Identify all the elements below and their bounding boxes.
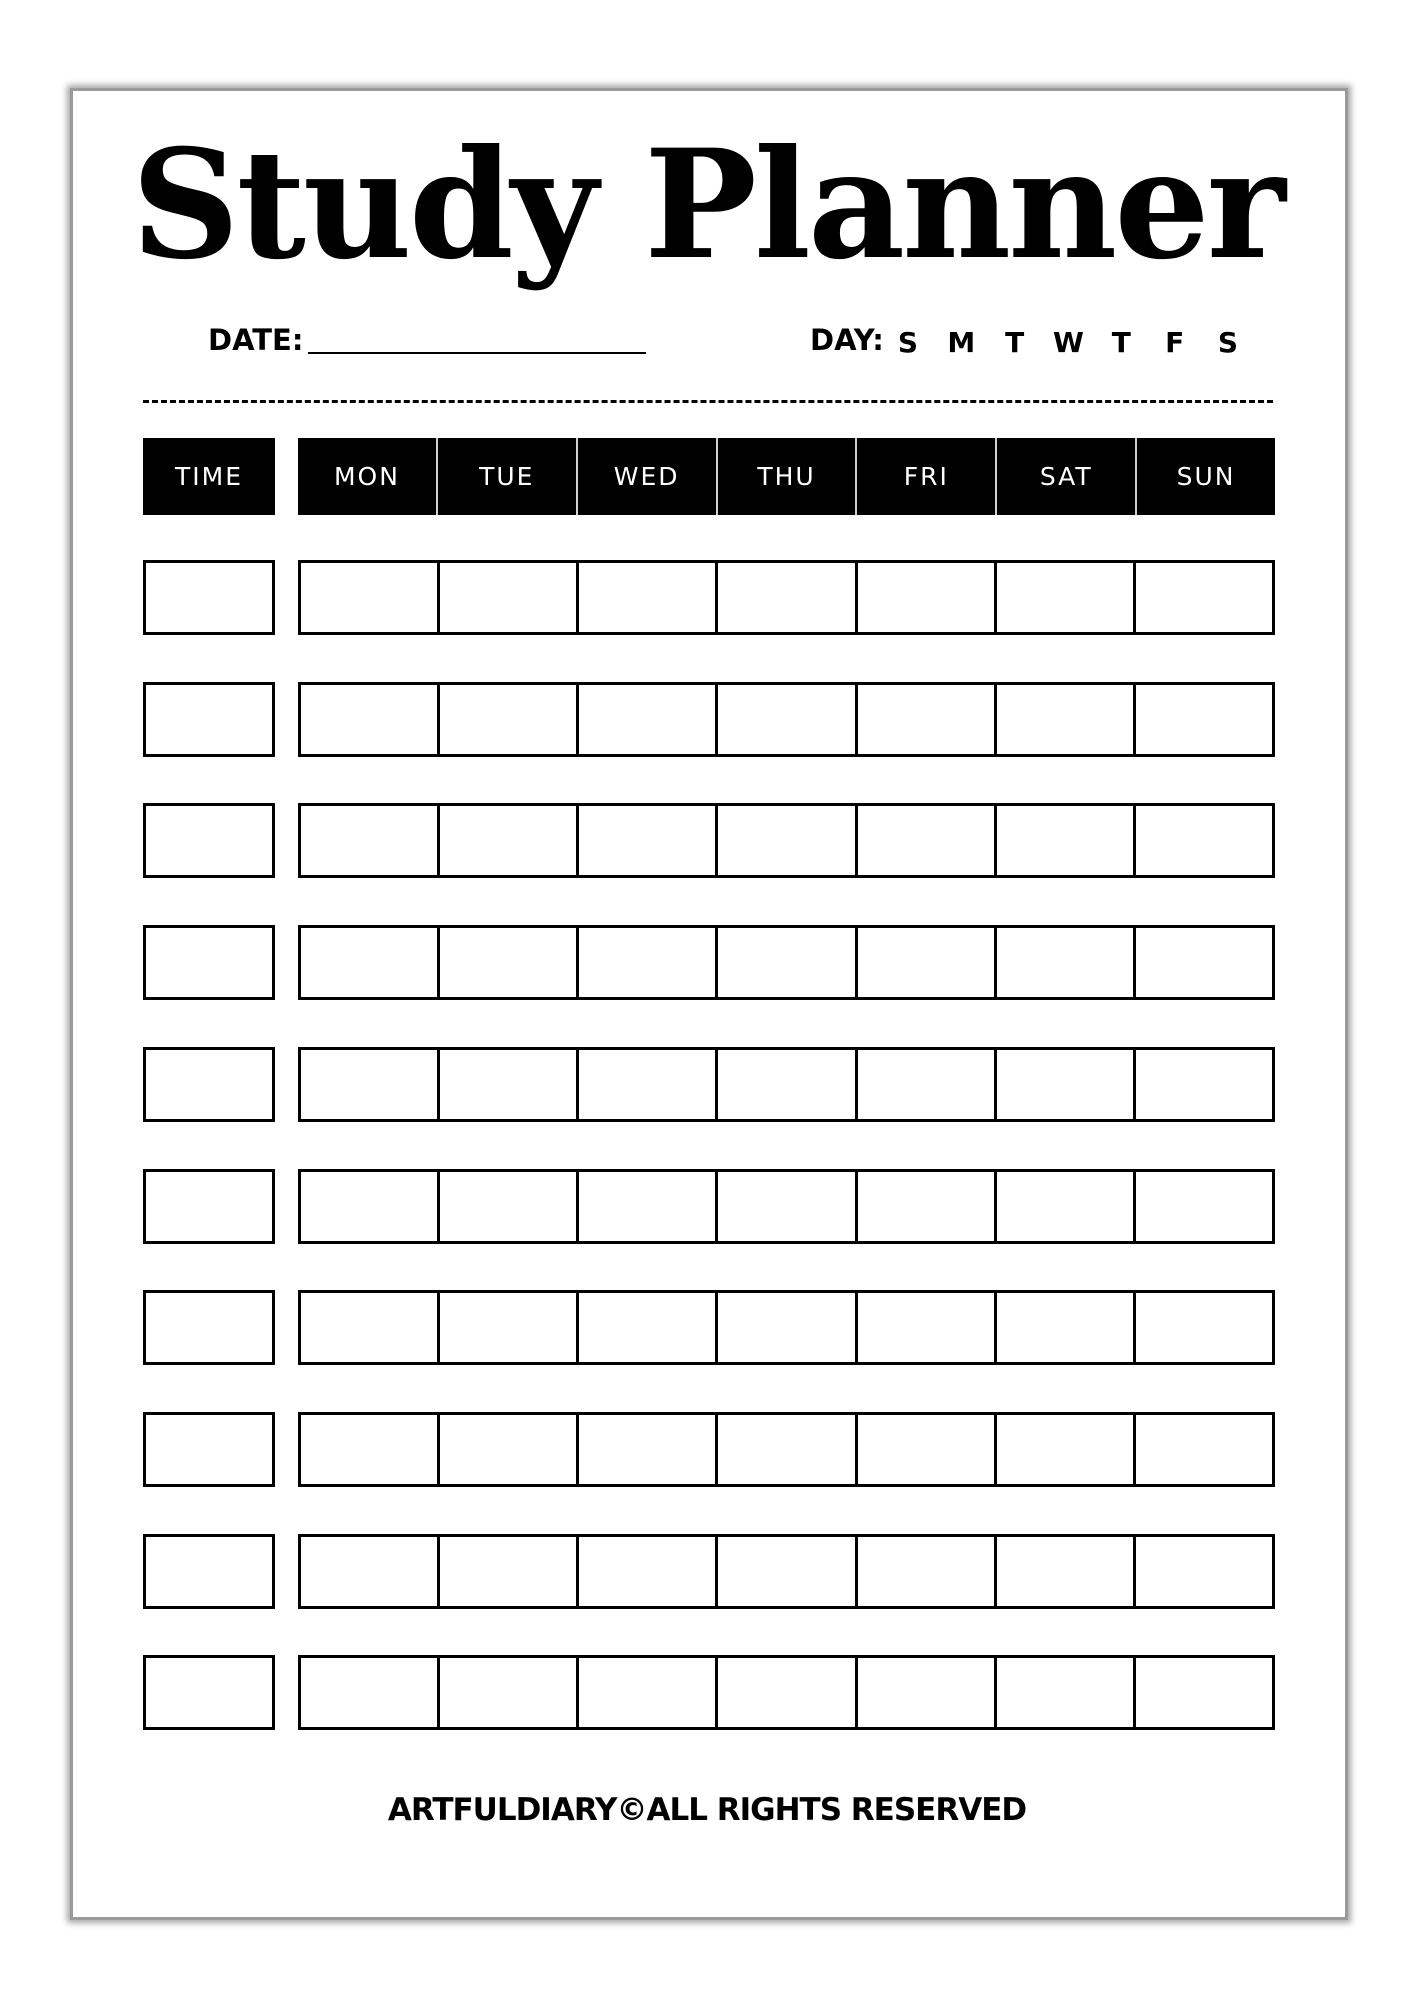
day-cells (298, 1169, 1275, 1244)
schedule-cell-mon[interactable] (301, 1415, 437, 1484)
day-cells (298, 682, 1275, 757)
schedule-row (143, 1655, 1275, 1730)
schedule-cell-wed[interactable] (576, 685, 715, 754)
schedule-cell-fri[interactable] (855, 1537, 994, 1606)
schedule-row (143, 560, 1275, 635)
schedule-cell-thu[interactable] (715, 685, 854, 754)
schedule-cell-wed[interactable] (576, 1172, 715, 1241)
schedule-cell-sat[interactable] (994, 1293, 1133, 1362)
schedule-cell-fri[interactable] (855, 1172, 994, 1241)
day-cells (298, 560, 1275, 635)
schedule-cell-sat[interactable] (994, 1050, 1133, 1119)
day-cells (298, 803, 1275, 878)
time-column-header: TIME (143, 438, 275, 515)
time-slot-field[interactable] (143, 1169, 275, 1244)
schedule-cell-fri[interactable] (855, 928, 994, 997)
schedule-cell-thu[interactable] (715, 1172, 854, 1241)
schedule-cell-sun[interactable] (1133, 1658, 1272, 1727)
schedule-cell-thu[interactable] (715, 1658, 854, 1727)
schedule-cell-wed[interactable] (576, 563, 715, 632)
day-option-tuesday[interactable]: T (1005, 326, 1025, 359)
schedule-cell-mon[interactable] (301, 1658, 437, 1727)
time-slot-field[interactable] (143, 1655, 275, 1730)
day-option-thursday[interactable]: T (1111, 326, 1131, 359)
schedule-cell-tue[interactable] (437, 563, 576, 632)
schedule-cell-wed[interactable] (576, 1537, 715, 1606)
schedule-cell-mon[interactable] (301, 1050, 437, 1119)
schedule-cell-sun[interactable] (1133, 685, 1272, 754)
day-option-monday[interactable]: M (947, 326, 976, 359)
schedule-cell-thu[interactable] (715, 1050, 854, 1119)
column-header-fri: FRI (855, 438, 995, 515)
schedule-cell-tue[interactable] (437, 1658, 576, 1727)
schedule-cell-fri[interactable] (855, 1658, 994, 1727)
schedule-cell-wed[interactable] (576, 806, 715, 875)
day-label: DAY: (810, 323, 884, 357)
schedule-cell-mon[interactable] (301, 1172, 437, 1241)
day-option-saturday[interactable]: S (1217, 326, 1239, 359)
schedule-cell-sat[interactable] (994, 806, 1133, 875)
day-option-sunday[interactable]: S (897, 326, 919, 359)
time-slot-field[interactable] (143, 925, 275, 1000)
schedule-row (143, 682, 1275, 757)
day-option-friday[interactable]: F (1165, 326, 1185, 359)
day-cells (298, 1655, 1275, 1730)
schedule-row (143, 803, 1275, 878)
schedule-cell-wed[interactable] (576, 1658, 715, 1727)
schedule-cell-fri[interactable] (855, 1050, 994, 1119)
schedule-cell-fri[interactable] (855, 563, 994, 632)
schedule-cell-fri[interactable] (855, 1415, 994, 1484)
schedule-cell-fri[interactable] (855, 1293, 994, 1362)
schedule-cell-sun[interactable] (1133, 928, 1272, 997)
schedule-cell-tue[interactable] (437, 685, 576, 754)
schedule-cell-sat[interactable] (994, 928, 1133, 997)
schedule-cell-thu[interactable] (715, 563, 854, 632)
schedule-cell-wed[interactable] (576, 1050, 715, 1119)
schedule-cell-tue[interactable] (437, 928, 576, 997)
schedule-cell-wed[interactable] (576, 928, 715, 997)
schedule-cell-thu[interactable] (715, 1415, 854, 1484)
schedule-cell-mon[interactable] (301, 563, 437, 632)
schedule-cell-sun[interactable] (1133, 563, 1272, 632)
day-option-wednesday[interactable]: W (1052, 326, 1084, 359)
schedule-cell-mon[interactable] (301, 1537, 437, 1606)
day-cells (298, 925, 1275, 1000)
schedule-cell-sun[interactable] (1133, 1415, 1272, 1484)
time-slot-field[interactable] (143, 1412, 275, 1487)
day-cells (298, 1412, 1275, 1487)
schedule-cell-tue[interactable] (437, 1293, 576, 1362)
schedule-cell-sun[interactable] (1133, 1537, 1272, 1606)
schedule-cell-mon[interactable] (301, 1293, 437, 1362)
schedule-row (143, 1534, 1275, 1609)
column-header-sun: SUN (1135, 438, 1275, 515)
schedule-cell-sat[interactable] (994, 1172, 1133, 1241)
schedule-cell-tue[interactable] (437, 1050, 576, 1119)
schedule-cell-tue[interactable] (437, 1415, 576, 1484)
schedule-cell-mon[interactable] (301, 806, 437, 875)
day-cells (298, 1047, 1275, 1122)
schedule-row (143, 1290, 1275, 1365)
schedule-cell-sun[interactable] (1133, 1172, 1272, 1241)
schedule-cell-mon[interactable] (301, 685, 437, 754)
schedule-cell-thu[interactable] (715, 1537, 854, 1606)
schedule-cell-sun[interactable] (1133, 806, 1272, 875)
time-slot-field[interactable] (143, 1290, 275, 1365)
page-title: Study Planner (131, 117, 1283, 293)
time-slot-field[interactable] (143, 803, 275, 878)
schedule-cell-thu[interactable] (715, 806, 854, 875)
schedule-cell-wed[interactable] (576, 1415, 715, 1484)
schedule-cell-sat[interactable] (994, 1658, 1133, 1727)
schedule-cell-tue[interactable] (437, 1172, 576, 1241)
schedule-cell-thu[interactable] (715, 928, 854, 997)
copyright-footer: ARTFULDIARY©ALL RIGHTS RESERVED (387, 1792, 1027, 1828)
column-header-sat: SAT (995, 438, 1135, 515)
time-slot-field[interactable] (143, 1047, 275, 1122)
schedule-row (143, 1169, 1275, 1244)
schedule-cell-sat[interactable] (994, 1415, 1133, 1484)
day-cells (298, 1290, 1275, 1365)
schedule-cell-wed[interactable] (576, 1293, 715, 1362)
column-header-mon: MON (298, 438, 436, 515)
schedule-cell-sun[interactable] (1133, 1050, 1272, 1119)
day-cells (298, 1534, 1275, 1609)
schedule-cell-sun[interactable] (1133, 1293, 1272, 1362)
schedule-cell-tue[interactable] (437, 1537, 576, 1606)
schedule-row (143, 925, 1275, 1000)
schedule-cell-fri[interactable] (855, 806, 994, 875)
schedule-cell-mon[interactable] (301, 928, 437, 997)
schedule-cell-tue[interactable] (437, 806, 576, 875)
date-label: DATE: (208, 323, 304, 357)
schedule-cell-fri[interactable] (855, 685, 994, 754)
time-slot-field[interactable] (143, 560, 275, 635)
column-header-tue: TUE (436, 438, 576, 515)
schedule-cell-sat[interactable] (994, 1537, 1133, 1606)
schedule-row (143, 1412, 1275, 1487)
schedule-cell-sat[interactable] (994, 563, 1133, 632)
column-header-thu: THU (716, 438, 856, 515)
time-slot-field[interactable] (143, 682, 275, 757)
time-slot-field[interactable] (143, 1534, 275, 1609)
schedule-cell-thu[interactable] (715, 1293, 854, 1362)
schedule-cell-sat[interactable] (994, 685, 1133, 754)
column-header-wed: WED (576, 438, 716, 515)
schedule-row (143, 1047, 1275, 1122)
